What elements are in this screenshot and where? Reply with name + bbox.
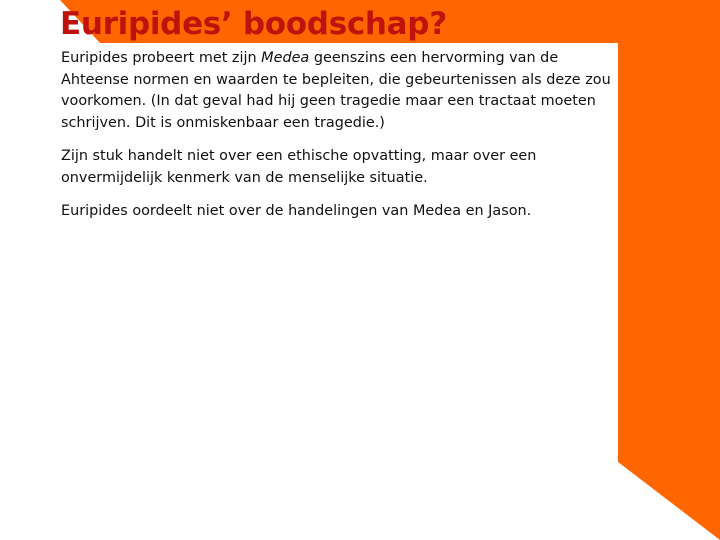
orange-right-band — [618, 43, 720, 540]
paragraph-1-text-end: geenszins een hervorming van de Ahteense normen en waarden te bepleiten, die gebeurtenissen als deze zou voorkomen. (In dat geval had hij geen tragedie maar een tractaat moeten schrijven. Dit is onmiskenbaar een tragedie.) — [61, 50, 611, 131]
play-title-medea: Medea — [261, 50, 310, 66]
paragraph-1-text-start: Euripides probeert met zijn — [61, 50, 262, 66]
slide-body — [61, 48, 621, 235]
body-paragraph-1 — [61, 48, 621, 134]
slide-title: Euripides’ boodschap? — [60, 6, 447, 42]
body-paragraph-3: Euripides oordeelt niet over de handelingen van Medea en Jason. — [61, 203, 532, 219]
body-paragraph-2: Zijn stuk handelt niet over een ethische opvatting, maar over een onvermijdelijk kenmerk van de menselijke situatie. — [61, 148, 537, 186]
